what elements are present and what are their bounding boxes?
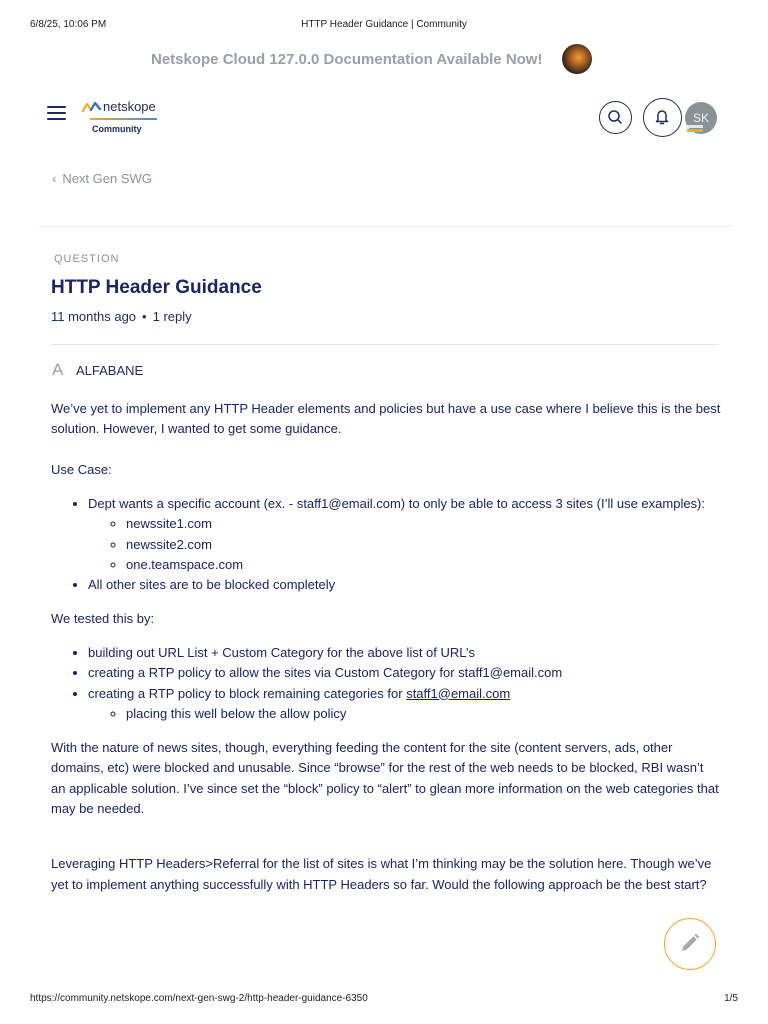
reply-fab[interactable] — [664, 918, 716, 970]
chevron-left-icon: ‹ — [52, 171, 57, 186]
usecase-label: Use Case: — [51, 461, 112, 477]
post-paragraph: We’ve yet to implement any HTTP Header elements and policies but have a use case where I believe this is the best solution. However, I wanted to get some guidance. — [51, 401, 721, 437]
user-avatar[interactable]: SK — [685, 102, 717, 134]
list-item: ◦ one.teamspace.com — [126, 555, 721, 575]
announcement-thumbnail — [562, 44, 592, 74]
print-url: https://community.netskope.com/next-gen-swg-2/http-header-guidance-6350 — [30, 993, 368, 1004]
site-list — [88, 514, 721, 575]
list-item: • All other sites are to be blocked completely — [88, 575, 721, 595]
list-item: ◦ newssite2.com — [126, 535, 721, 555]
announcement-text[interactable]: Netskope Cloud 127.0.0 Documentation Available Now! — [151, 51, 543, 68]
post-spacer — [51, 440, 721, 460]
breadcrumb[interactable] — [52, 171, 152, 186]
post-paragraph: With the nature of news sites, though, everything feeding the content for the site (content servers, ads, other domains, etc) were blocked and unusable. Since “browse” for the rest of the web needs to be blocked, RBI wasn’t an applicable solution. I’ve since set the “block” policy to “alert” to glean more information on the web categories that may be needed. — [51, 740, 719, 817]
list-item: ◦ newssite1.com — [126, 514, 721, 534]
brand-name: netskope — [103, 99, 156, 114]
post-age: 11 months ago — [51, 309, 137, 324]
post-paragraph: Leveraging HTTP Headers>Referral for the list of sites is what I’m thinking may be the solution here. Though we’ve yet to implement anything successfully with HTTP Headers so far. Would the following approach be the best start? — [51, 856, 712, 892]
search-icon — [600, 102, 630, 132]
brand-sub: Community — [92, 124, 142, 134]
avatar-badge-icon — [687, 125, 703, 132]
list-item: • building out URL List + Custom Category for the above list of URL’s — [88, 643, 721, 663]
community-logo[interactable] — [82, 99, 162, 137]
page-title: HTTP Header Guidance — [51, 277, 262, 298]
author-avatar: A — [52, 360, 64, 379]
menu-icon[interactable] — [47, 106, 66, 120]
search-button[interactable] — [599, 101, 632, 134]
list-item: • creating a RTP policy to block remaining categories for staff1@email.com ◦ placing this well below the allow policy — [88, 684, 721, 725]
netskope-logo-icon — [82, 101, 102, 113]
divider — [51, 344, 718, 345]
card-top-border — [37, 226, 732, 227]
author-name: ALFABANE — [76, 363, 144, 378]
edit-icon — [665, 919, 714, 968]
list-item: • creating a RTP policy to allow the sites via Custom Category for staff1@email.com — [88, 663, 721, 683]
breadcrumb-label: Next Gen SWG — [62, 171, 152, 186]
meta-separator: • — [142, 309, 147, 324]
list-item: ◦ placing this well below the allow policy — [126, 704, 721, 724]
print-doc-title: HTTP Header Guidance | Community — [301, 19, 467, 30]
print-page-number: 1/5 — [724, 993, 738, 1004]
top-nav — [0, 96, 768, 140]
tested-sublist — [88, 704, 721, 724]
announcement-bar — [0, 44, 768, 76]
print-datetime: 6/8/25, 10:06 PM — [30, 19, 107, 30]
question-meta — [51, 309, 192, 324]
email-link[interactable]: staff1@email.com — [406, 685, 511, 701]
logo-underline — [90, 118, 157, 120]
usecase-list — [51, 494, 721, 595]
bell-icon — [644, 99, 680, 135]
author[interactable] — [52, 360, 143, 380]
tested-list — [51, 643, 721, 724]
tested-label: We tested this by: — [51, 610, 155, 626]
question-type-label: QUESTION — [54, 253, 120, 265]
notifications-button[interactable] — [643, 98, 682, 137]
post-body — [51, 399, 721, 895]
list-item: • Dept wants a specific account (ex. - staff1@email.com) to only be able to access 3 sites (I’ll use examples): ◦ newssite1.com ◦ newssite2.com ◦ one.teamspace.com — [88, 494, 721, 575]
reply-count[interactable]: 1 reply — [152, 309, 192, 324]
